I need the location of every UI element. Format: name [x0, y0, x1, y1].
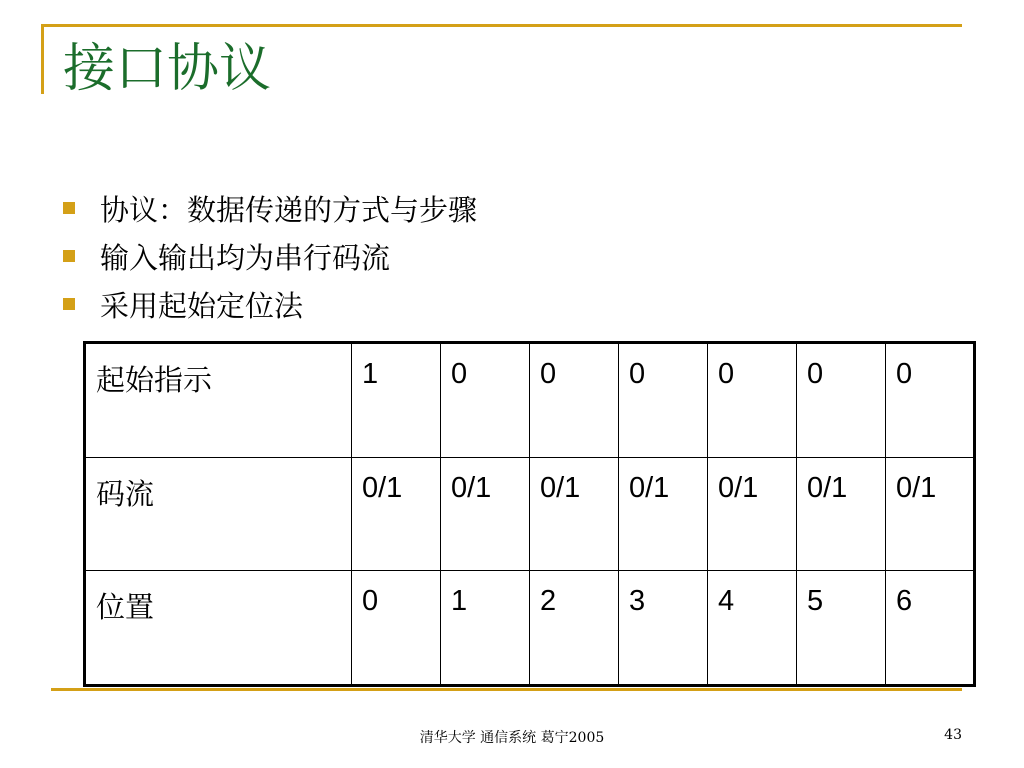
square-bullet-icon [63, 202, 75, 214]
table-cell: 0 [619, 343, 708, 458]
table-cell: 0/1 [797, 458, 886, 571]
row-label: 位置 [85, 570, 352, 685]
table-cell: 0 [441, 343, 530, 458]
table-cell: 0/1 [886, 458, 975, 571]
bullet-text: 协议：数据传递的方式与步骤 [100, 192, 478, 227]
table-cell: 0 [708, 343, 797, 458]
bullet-item [63, 232, 477, 280]
table-row-start-indicator [85, 343, 975, 458]
table-cell: 1 [441, 570, 530, 685]
table-row-position [85, 570, 975, 685]
table-cell: 0 [530, 343, 619, 458]
square-bullet-icon [63, 298, 75, 310]
table-cell: 0 [886, 343, 975, 458]
page-number: 43 [944, 727, 962, 743]
square-bullet-icon [63, 250, 75, 262]
table-cell: 0/1 [530, 458, 619, 571]
table-cell: 4 [708, 570, 797, 685]
slide-title: 接口协议 [63, 39, 272, 99]
slide-footer: 清华大学 通信系统 葛宁2005 [419, 730, 605, 746]
row-label: 起始指示 [85, 343, 352, 458]
title-accent-rule-top [41, 24, 962, 27]
table-cell: 2 [530, 570, 619, 685]
table-cell: 0 [797, 343, 886, 458]
row-label: 码流 [85, 458, 352, 571]
table-cell: 1 [352, 343, 441, 458]
table-cell: 0/1 [619, 458, 708, 571]
bullet-text: 采用起始定位法 [100, 288, 304, 323]
bullet-text: 输入输出均为串行码流 [100, 240, 391, 275]
bit-position-table [83, 341, 976, 687]
table-cell: 0/1 [441, 458, 530, 571]
table-cell: 0/1 [352, 458, 441, 571]
table-cell: 5 [797, 570, 886, 685]
footer-accent-rule [51, 688, 962, 691]
bullet-item [63, 184, 477, 232]
table-cell: 0 [352, 570, 441, 685]
bullet-item [63, 280, 477, 328]
table-cell: 3 [619, 570, 708, 685]
title-accent-rule-vertical [41, 24, 44, 94]
table-cell: 0/1 [708, 458, 797, 571]
bullet-list [63, 184, 477, 328]
table-cell: 6 [886, 570, 975, 685]
table-row-bitstream [85, 458, 975, 571]
